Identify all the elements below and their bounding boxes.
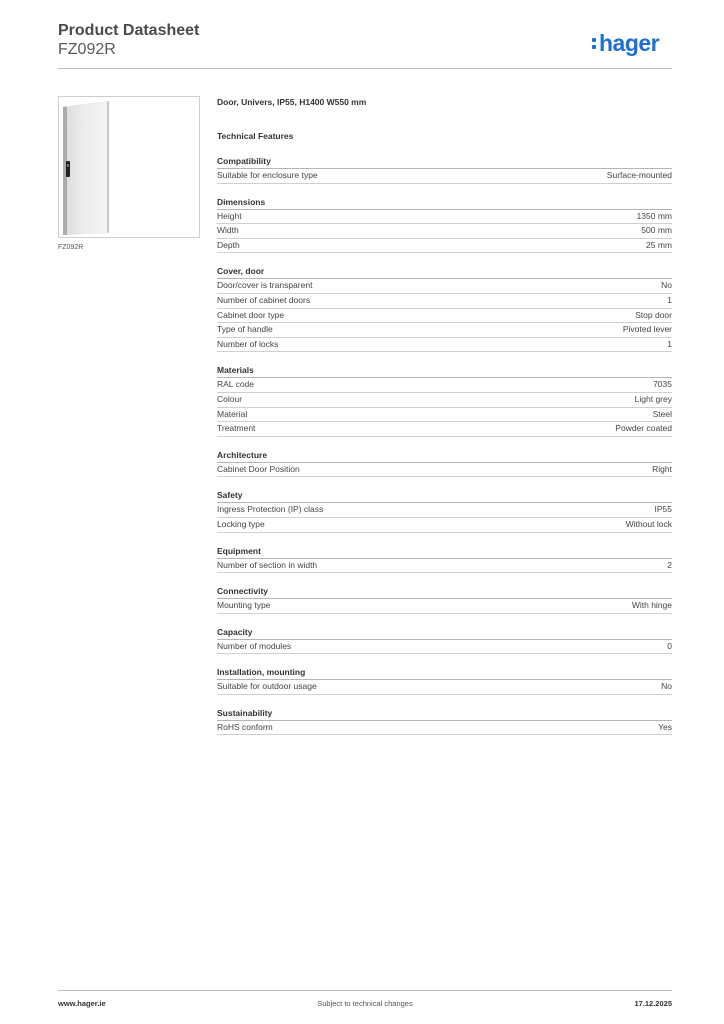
- door-panel-icon: [59, 97, 199, 237]
- spec-value: Light grey: [634, 393, 672, 404]
- spec-row: [217, 408, 672, 423]
- spec-label: Ingress Protection (IP) class: [217, 504, 324, 515]
- spec-row: [217, 210, 672, 225]
- spec-row: [217, 680, 672, 695]
- spec-label: Depth: [217, 239, 240, 250]
- feature-group: [217, 449, 672, 478]
- features-heading: Technical Features: [217, 131, 294, 141]
- spec-value: Without lock: [625, 518, 672, 529]
- image-caption: FZ092R: [58, 244, 84, 251]
- feature-group: [217, 545, 672, 574]
- spec-label: RoHS conform: [217, 721, 273, 732]
- spec-label: Mounting type: [217, 600, 271, 611]
- spec-row: [217, 599, 672, 614]
- spec-value: 0: [667, 640, 672, 651]
- spec-row: [217, 463, 672, 478]
- spec-label: Width: [217, 225, 239, 236]
- page-title: Product Datasheet: [58, 22, 200, 39]
- spec-value: 2: [667, 559, 672, 570]
- group-title: Installation, mounting: [217, 666, 672, 680]
- feature-group: [217, 585, 672, 614]
- spec-row: [217, 169, 672, 184]
- product-description: Door, Univers, IP55, H1400 W550 mm: [217, 97, 367, 107]
- feature-group: [217, 265, 672, 352]
- spec-row: [217, 422, 672, 437]
- spec-row: [217, 559, 672, 574]
- feature-group: [217, 666, 672, 695]
- feature-group: [217, 489, 672, 532]
- spec-value: IP55: [654, 504, 672, 515]
- feature-group: [217, 155, 672, 184]
- product-image: [58, 96, 200, 238]
- spec-row: [217, 294, 672, 309]
- spec-value: 1: [667, 338, 672, 349]
- feature-group: [217, 707, 672, 736]
- spec-value: 1: [667, 294, 672, 305]
- feature-group: [217, 196, 672, 254]
- group-title: Materials: [217, 364, 672, 378]
- product-code: FZ092R: [58, 41, 116, 58]
- spec-row: [217, 224, 672, 239]
- spec-value: Right: [652, 463, 672, 474]
- group-title: Cover, door: [217, 265, 672, 279]
- spec-label: Height: [217, 210, 242, 221]
- feature-groups: [217, 155, 672, 735]
- group-title: Sustainability: [217, 707, 672, 721]
- spec-row: [217, 239, 672, 254]
- spec-value: 7035: [653, 379, 672, 390]
- spec-row: [217, 309, 672, 324]
- spec-value: Stop door: [635, 309, 672, 320]
- spec-row: [217, 518, 672, 533]
- footer-website-link[interactable]: www.hager.ie: [58, 999, 106, 1008]
- spec-label: Door/cover is transparent: [217, 280, 313, 291]
- group-title: Connectivity: [217, 585, 672, 599]
- spec-row: [217, 378, 672, 393]
- spec-label: Colour: [217, 393, 243, 404]
- spec-label: Cabinet Door Position: [217, 463, 300, 474]
- spec-value: 25 mm: [646, 239, 672, 250]
- spec-row: [217, 393, 672, 408]
- document-header: [58, 21, 199, 59]
- hager-logo: [592, 30, 659, 57]
- feature-group: [217, 364, 672, 436]
- spec-row: [217, 640, 672, 655]
- spec-label: RAL code: [217, 379, 255, 390]
- spec-value: With hinge: [631, 600, 672, 611]
- spec-row: [217, 338, 672, 353]
- spec-value: Pivoted lever: [622, 324, 672, 335]
- spec-row: [217, 279, 672, 294]
- group-title: Compatibility: [217, 155, 672, 169]
- group-title: Architecture: [217, 449, 672, 463]
- feature-group: [217, 626, 672, 655]
- spec-label: Suitable for outdoor usage: [217, 681, 317, 692]
- group-title: Safety: [217, 489, 672, 503]
- group-title: Equipment: [217, 545, 672, 559]
- spec-value: No: [661, 280, 672, 291]
- footer-divider: [58, 990, 672, 991]
- spec-value: Steel: [652, 408, 672, 419]
- spec-label: Number of cabinet doors: [217, 294, 311, 305]
- spec-row: [217, 503, 672, 518]
- spec-label: Number of modules: [217, 640, 292, 651]
- logo-text: hager: [599, 30, 660, 56]
- spec-row: [217, 721, 672, 736]
- spec-label: Suitable for enclosure type: [217, 170, 318, 180]
- logo-dots-icon: [592, 36, 596, 50]
- group-title: Dimensions: [217, 196, 672, 210]
- spec-label: Locking type: [217, 518, 265, 529]
- technical-features: [217, 96, 672, 735]
- footer-note: Subject to technical changes: [317, 999, 413, 1008]
- spec-label: Number of locks: [217, 338, 279, 349]
- footer-date: 17.12.2025: [634, 999, 672, 1008]
- spec-label: Treatment: [217, 423, 256, 434]
- spec-value: Powder coated: [615, 423, 672, 434]
- spec-value: No: [661, 681, 672, 692]
- spec-label: Cabinet door type: [217, 309, 285, 320]
- header-divider: [58, 68, 672, 69]
- spec-value: Surface-mounted: [606, 170, 672, 180]
- spec-value: 1350 mm: [636, 210, 672, 221]
- spec-row: [217, 323, 672, 338]
- spec-label: Type of handle: [217, 324, 273, 335]
- spec-value: Yes: [658, 721, 672, 732]
- spec-label: Number of section in width: [217, 559, 318, 570]
- group-title: Capacity: [217, 626, 672, 640]
- spec-value: 500 mm: [641, 225, 672, 236]
- spec-label: Material: [217, 408, 248, 419]
